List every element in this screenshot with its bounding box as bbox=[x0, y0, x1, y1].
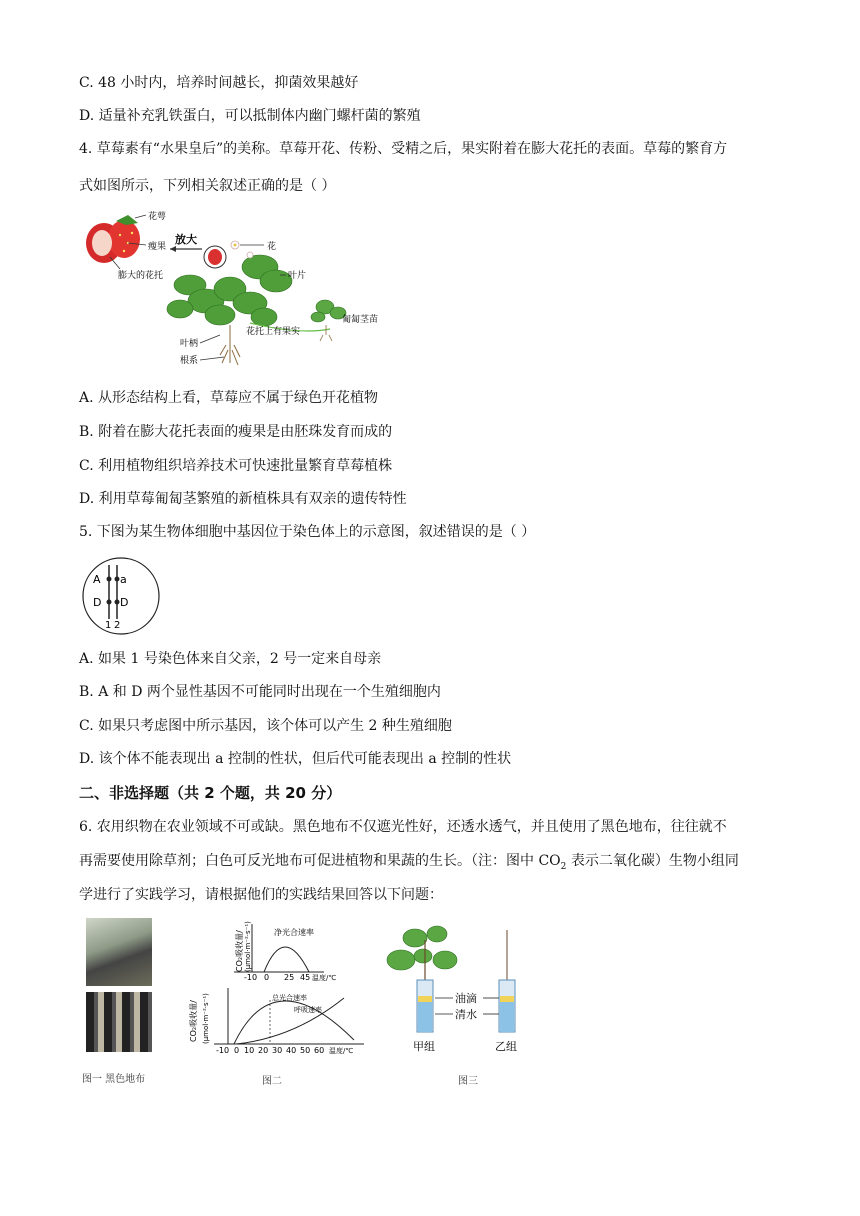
bottom-curve-respiration: 呼吸速率 bbox=[294, 1006, 322, 1014]
q5-option-c: C. 如果只考虑图中所示基因，该个体可以产生 2 种生殖细胞 bbox=[79, 718, 452, 734]
q6-line2-part2: 表示二氧化碳）生物小组同 bbox=[566, 853, 739, 869]
gene-D-right: D bbox=[120, 596, 129, 609]
top-curve-label: 净光合速率 bbox=[274, 928, 314, 937]
label-fruit-on-receptacle: 花托上有果实 bbox=[246, 327, 301, 337]
q5-option-d: D. 该个体不能表现出 a 控制的性状，但后代可能表现出 a 控制的性状 bbox=[79, 751, 512, 767]
label-zoom: 放大 bbox=[175, 233, 197, 246]
bottom-yaxis-unit: (μmol·m⁻²·s⁻¹) bbox=[202, 993, 210, 1044]
q4-option-c: C. 利用植物组织培养技术可快速批量繁育草莓植株 bbox=[79, 458, 393, 474]
bottom-tick-10: 10 bbox=[244, 1046, 255, 1055]
label-sepal: 花萼 bbox=[148, 212, 167, 222]
label-petiole: 叶柄 bbox=[180, 339, 199, 349]
bottom-yaxis-label: CO₂吸收量/ bbox=[189, 1000, 198, 1042]
q4-option-a: A. 从形态结构上看，草莓应不属于绿色开花植物 bbox=[79, 390, 379, 406]
label-receptacle: 膨大的花托 bbox=[118, 271, 164, 281]
q3-option-d: D. 适量补充乳铁蛋白，可以抵制体内幽门螺杆菌的繁殖 bbox=[79, 108, 421, 124]
label-group-a: 甲组 bbox=[413, 1040, 435, 1053]
label-clear-water: 清水 bbox=[455, 1008, 477, 1021]
label-root: 根系 bbox=[180, 356, 199, 366]
bottom-tick-20: 20 bbox=[258, 1046, 269, 1055]
q6-line2-part1: 再需要使用除草剂；白色可反光地布可促进植物和果蔬的生长。（注：图中 CO bbox=[79, 853, 561, 869]
label-stolon: 匍匐茎苗 bbox=[342, 315, 379, 325]
bottom-tick-30: 30 bbox=[272, 1046, 283, 1055]
top-tick-25: 25 bbox=[284, 973, 295, 982]
top-yaxis-unit: (μmol·m⁻²·s⁻¹) bbox=[244, 921, 252, 972]
top-tick-neg10: -10 bbox=[244, 973, 258, 982]
chromosome-2-label: 2 bbox=[114, 620, 121, 631]
q3-option-c: C. 48 小时内，培养时间越长，抑菌效果越好 bbox=[79, 75, 359, 91]
photo-black-ground-cloth-1 bbox=[86, 918, 152, 986]
chromosome-1-label: 1 bbox=[105, 620, 112, 631]
label-achene: 瘦果 bbox=[148, 242, 167, 252]
label-flower: 花 bbox=[267, 242, 277, 252]
photo-black-ground-cloth-2 bbox=[86, 992, 152, 1052]
caption-fig3: 图三 bbox=[458, 1076, 478, 1087]
bottom-tick-0: 0 bbox=[234, 1046, 240, 1055]
photosynthesis-graph-figure bbox=[184, 920, 369, 1062]
strawberry-figure bbox=[80, 205, 400, 370]
gene-D-left: D bbox=[93, 596, 102, 609]
top-yaxis-label: CO₂吸收量/ bbox=[235, 930, 244, 972]
caption-fig1: 图一 黑色地布 bbox=[82, 1074, 146, 1085]
bottom-tick-40: 40 bbox=[286, 1046, 297, 1055]
label-leaf: 叶片 bbox=[288, 271, 307, 281]
bottom-tick-50: 50 bbox=[300, 1046, 311, 1055]
q4-stem-line1: 4. 草莓素有“水果皇后”的美称。草莓开花、传粉、受精之后，果实附着在膨大花托的表面。草莓的繁育方 bbox=[79, 141, 728, 157]
bottom-curve-gross: 总光合速率 bbox=[272, 994, 307, 1002]
label-group-b: 乙组 bbox=[495, 1040, 517, 1053]
q4-option-b: B. 附着在膨大花托表面的瘦果是由胚珠发育而成的 bbox=[79, 424, 393, 440]
q5-option-a: A. 如果 1 号染色体来自父亲，2 号一定来自母亲 bbox=[79, 651, 382, 667]
top-xaxis-unit: 温度/℃ bbox=[312, 974, 337, 982]
q5-option-b: B. A 和 D 两个显性基因不可能同时出现在一个生殖细胞内 bbox=[79, 684, 441, 700]
bottom-xaxis-unit: 温度/℃ bbox=[329, 1047, 354, 1055]
gene-a: a bbox=[120, 573, 127, 586]
q6-line1: 6. 农用织物在农业领域不可或缺。黑色地布不仅遮光性好，还透水透气，并且使用了黑色地布，往往就不 bbox=[79, 819, 727, 835]
bottom-tick-60: 60 bbox=[314, 1046, 325, 1055]
q4-stem-line2: 式如图所示，下列相关叙述正确的是（ ） bbox=[79, 178, 336, 194]
gene-A: A bbox=[93, 573, 101, 586]
q5-stem: 5. 下图为某生物体细胞中基因位于染色体上的示意图，叙述错误的是（ ） bbox=[79, 524, 536, 540]
co2-subscript: 2 bbox=[560, 861, 567, 872]
top-tick-45: 45 bbox=[300, 973, 311, 982]
caption-fig2: 图二 bbox=[262, 1076, 282, 1087]
q6-line3: 学进行了实践学习，请根据他们的实践结果回答以下问题： bbox=[79, 887, 443, 903]
bottom-tick-neg10: -10 bbox=[216, 1046, 230, 1055]
q4-option-d: D. 利用草莓匍匐茎繁殖的新植株具有双亲的遗传特性 bbox=[79, 491, 407, 507]
section-2-heading: 二、非选择题（共 2 个题，共 20 分） bbox=[79, 784, 342, 802]
chromosome-figure bbox=[80, 555, 162, 637]
q6-line2 bbox=[79, 852, 739, 876]
top-tick-0: 0 bbox=[264, 973, 270, 982]
transpiration-experiment-figure bbox=[383, 920, 543, 1060]
label-oil-drop: 油滴 bbox=[455, 992, 477, 1005]
